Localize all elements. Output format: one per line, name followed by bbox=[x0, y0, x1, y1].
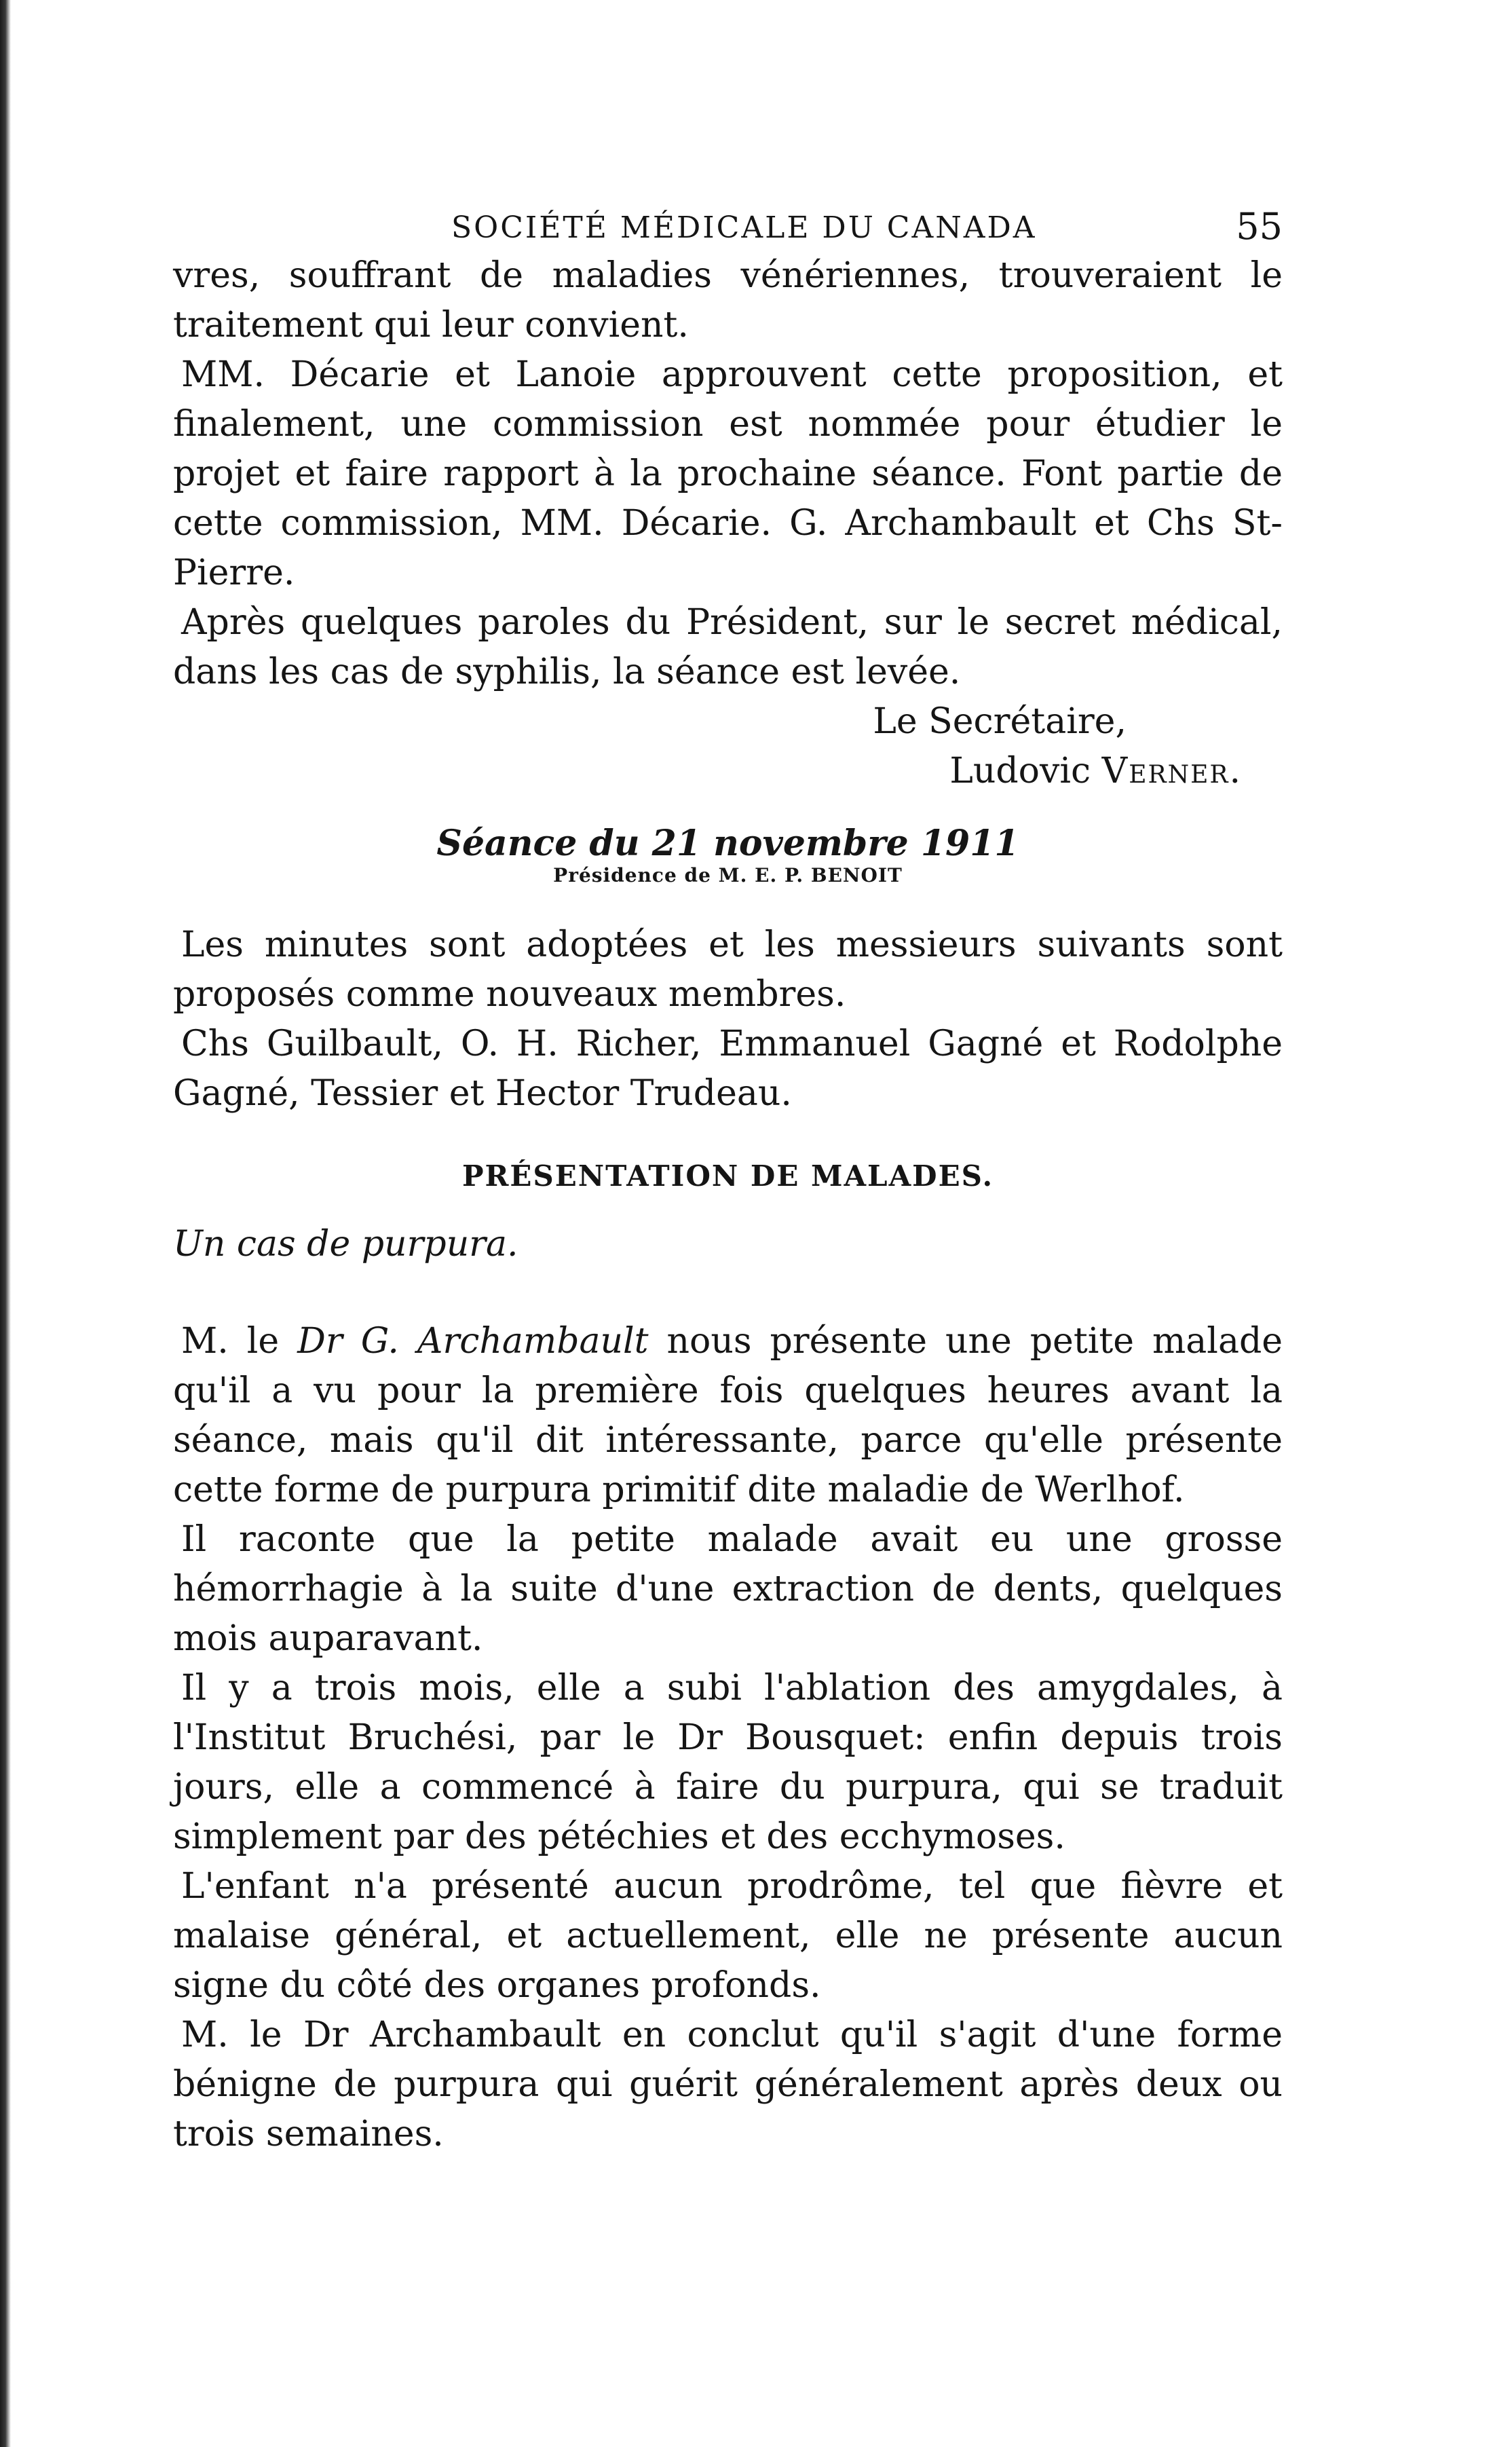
paragraph-conclusion: M. le Dr Archambault en conclut qu'il s'agit d'une forme bénigne de purpura qui guérit généralement après deux ou trois semaines. bbox=[173, 2015, 1283, 2154]
case-title: Un cas de purpura. bbox=[173, 1224, 518, 1265]
paragraph-continuation: vres, souffrant de maladies vénériennes, trouveraient le traitement qui leur convient. bbox=[173, 255, 1283, 345]
case-intro-prefix: M. le bbox=[181, 1321, 298, 1362]
signature-last-name: Verner. bbox=[1101, 751, 1242, 791]
paragraph-case-intro bbox=[173, 1317, 1283, 1515]
secretary-signature bbox=[173, 697, 1283, 796]
paragraph-symptoms: L'enfant n'a présenté aucun prodrôme, tel que fièvre et malaise général, et actuellement, elle ne présente aucun signe du côté des organes profonds. bbox=[173, 1866, 1283, 2006]
page-number: 55 bbox=[1236, 205, 1283, 248]
paragraph-commission: MM. Décarie et Lanoie approuvent cette proposition, et finalement, une commission est nommée pour étudier le projet et faire rapport à la prochaine séance. Font partie de cette commission, MM. Décarie. G. Archambault et Chs St-Pierre. bbox=[173, 354, 1283, 593]
signature-role: Le Secrétaire, bbox=[873, 701, 1127, 742]
signature-first-name: Ludovic bbox=[949, 751, 1091, 791]
book-page bbox=[173, 190, 1283, 2159]
running-head bbox=[173, 190, 1283, 251]
session-subtitle: Présidence de M. E. P. BENOIT bbox=[553, 864, 903, 886]
paragraph-tonsils: Il y a trois mois, elle a subi l'ablation des amygdales, à l'Institut Bruchési, par le Dr Bousquet: enfin depuis trois jours, elle a commencé à faire du purpura, qui se traduit simplement par des pétéchies et des ecchymoses. bbox=[173, 1668, 1283, 1857]
signature-name bbox=[173, 747, 1242, 796]
case-intro-doctor: Dr G. Archambault bbox=[297, 1321, 649, 1362]
paragraph-new-members: Chs Guilbault, O. H. Richer, Emmanuel Gagné et Rodolphe Gagné, Tessier et Hector Trudeau. bbox=[173, 1024, 1283, 1114]
paragraph-history: Il raconte que la petite malade avait eu une grosse hémorrhagie à la suite d'une extraction de dents, quelques mois auparavant. bbox=[173, 1519, 1283, 1659]
section-heading: PRÉSENTATION DE MALADES. bbox=[461, 1159, 994, 1193]
running-head-title: SOCIÉTÉ MÉDICALE DU CANADA bbox=[451, 210, 1037, 245]
paragraph-minutes: Les minutes sont adoptées et les messieurs suivants sont proposés comme nouveaux membres. bbox=[173, 924, 1283, 1015]
page-binding-edge bbox=[0, 0, 11, 2447]
paragraph-closing: Après quelques paroles du Président, sur le secret médical, dans les cas de syphilis, la séance est levée. bbox=[173, 602, 1283, 692]
session-title: Séance du 21 novembre 1911 bbox=[436, 823, 1019, 864]
case-intro-rest: nous présente une petite malade qu'il a vu pour la première fois quelques heures avant la séance, mais qu'il dit intéressante, parce qu'elle présente cette forme de purpura primitif dite maladie de Werlhof. bbox=[173, 1321, 1283, 1510]
